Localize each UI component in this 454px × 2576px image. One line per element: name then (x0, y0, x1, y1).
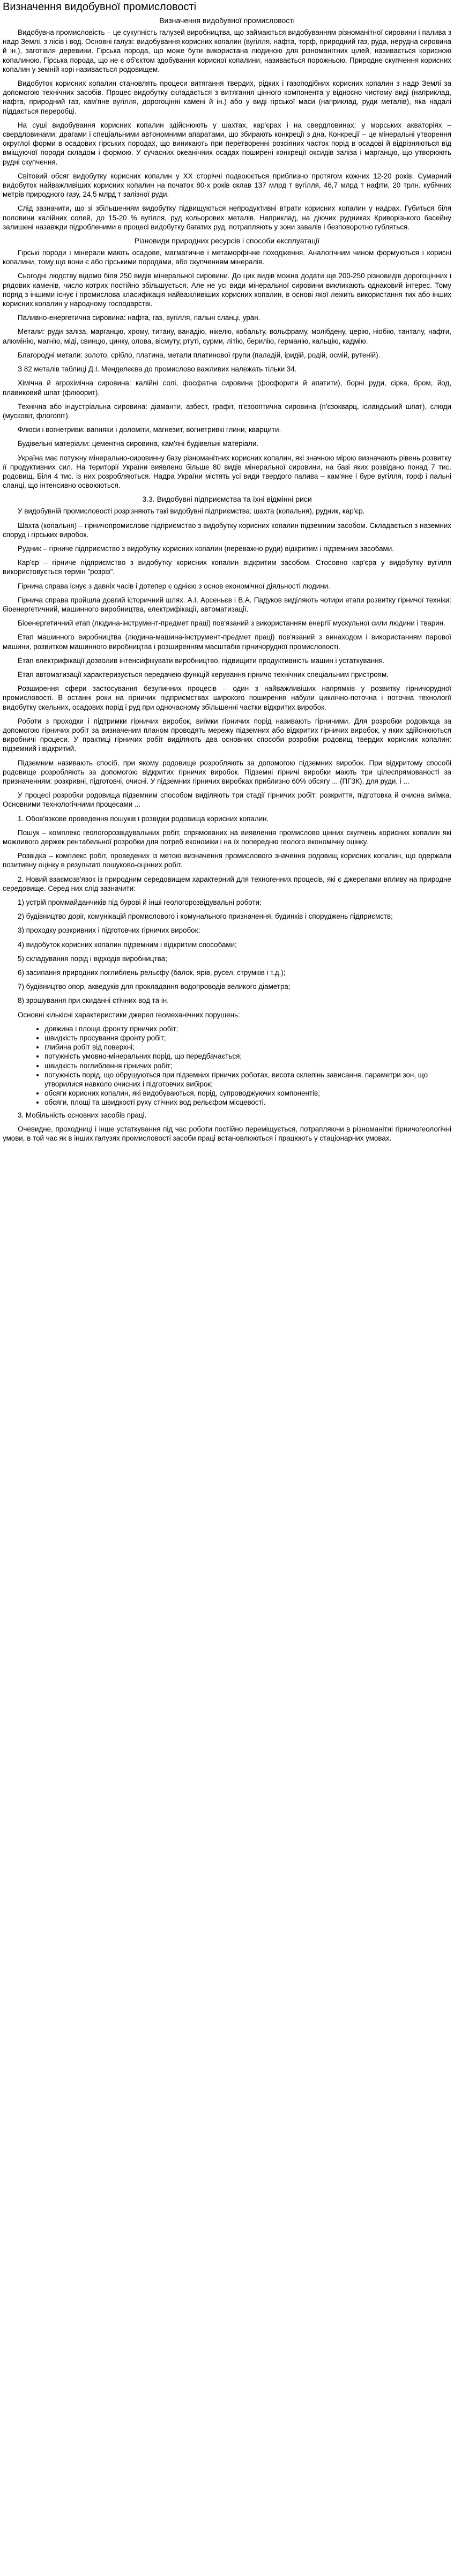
paragraph: Очевидне, проходниці і інше устаткування під час роботи постійно переміщується, потрапляючи в різноманітні гірничогеологічні умови, в той час як в інших галузях промисловості засоби праці встановлюються і працюють у стаціонарних умовах. (3, 1125, 451, 1143)
paragraph: Шахта (копальня) – гірничопромислове підприємство з видобутку корисних копалин підземним засобом. Складається з наземних споруд і гірських виробок. (3, 521, 451, 539)
paragraph: Технічна або індустріальна сировина: діаманти, азбест, графіт, п'єзооптична сировина (п'єзокварц, ісландський шпат), слюди (мусковіт, флогопіт). (3, 402, 451, 420)
page-subtitle: Визначення видобувної промисловості (159, 16, 295, 25)
paragraph: Флюси і вогнетриви: вапняки і доломіти, магнезит, вогнетривкі глини, кварцити. (18, 426, 281, 434)
paragraph: Гірнича справа існує з давніх часів і дотепер є однією з основ економічної діяльності людини. (18, 582, 330, 590)
paragraph: Україна має потужну мінерально-сировинну базу різноманітних корисних копалин, які значною мірою визначають рівень розвитку її продуктивних сил. На території України виявлено більше 80 видів мінеральної сировини, на базі яких розвідано понад 7 тис. родовищ. Біля 4 тис. із них розробляються. Надра України містять усі види твердого палива – кам'яне і буре вугілля, торф і пальні сланці, що інтенсивно освоюються. (3, 453, 451, 490)
list-item: • обсяги, площі та швидкості руху стічних вод рельєфом місцевості. (44, 1098, 451, 1107)
final-section (3, 1111, 451, 1143)
list-item: • швидкість поглиблення гірничих робіт; (44, 1061, 451, 1070)
paragraph: Етап електрифікації дозволив інтенсифікувати виробництво, підвищити продуктивність машин і устаткування. (18, 656, 385, 665)
list-item: • швидкість просування фронту робіт; (44, 1033, 451, 1043)
list-item: • обсяги корисних копалин, які видобуваються, порід, супроводжуючих компонентів; (44, 1089, 451, 1098)
paragraph: Гірнича справа пройшла довгий історичний шлях. А.І. Арсеньєв і В.А. Падуков виділяють чотири етапи розвитку гірничої техніки: біоенергетичний, машинного виробництва, електрифікації, автоматизації. (3, 595, 451, 613)
paragraph: Сьогодні людству відомо біля 250 видів мінеральної сировини. До цих видів можна додати ще 200-250 різновидів дорогоцінних і рядових каменів, число котрих постійно збільшується. Але не усі види мінеральної сировини викликають однаковий інтерес. Тому поряд з іншими існує і промислова класифікація найважливіших корисних копалин, в основі якої лежить використання тих або інших корисних копалин у народному господарстві. (3, 272, 451, 308)
paragraph: Пошук – комплекс геологорозвідувальних робіт, спрямованих на виявлення промислово цінних скупчень корисних копалин які можливого держек рентабельної розробки для потреб економіки і на їх попередню геолого економічну оцінку. (3, 828, 451, 846)
section-heading: 3.3. Видобувні підприємства та їхні відмінні риси (142, 495, 312, 504)
paragraph: Хімічна й агрохімічна сировина: калійні солі, фосфатна сировина (фосфорити й апатити), борні руди, сірка, бром, йод, плавиковий шпат (флюорит). (3, 379, 451, 397)
paragraph: З 82 металів таблиці Д.І. Менделєєва до промислово важливих належать тільки 34. (18, 365, 297, 374)
paragraph: Роботи з проходки і підтримки гірничих виробок, виїмки гірничих порід називають гірничими. Для розробки родовища за допомогою гірничих робіт за визначеним планом проводять мережу підземних або відкритих гірничих виробок, у яких здійснюються виробничі процеси. У практиці гірничих робіт виділяють два основних способи розробки родовищ твердих корисних копалин: підземний і відкритий. (3, 717, 451, 753)
paragraph: Благородні метали: золото, срібло, платина, метали платинової групи (паладій, іридій, родій, осмій, рутеній). (18, 351, 381, 359)
paragraph: Будівельні матеріали: цементна сировина, кам'яні будівельні матеріали. (18, 440, 259, 448)
paragraph: Основні кількісні характеристики джерел геомеханічних порушень: (18, 1010, 240, 1019)
paragraph: Видобуток корисних копалин становлять процеси витягання твердих, рідких і газоподібних корисних копалин з надр Землі за допомогою технічних засобів. Процес видобутку складається з витягання цінного компонента у відносно чистому виді (наприклад, нафта, природний газ, кам'яне вугілля, дорогоцінні камені й ін.) або у виді гірської маси (наприклад, руди металів), яка надалі піддається переробці. (3, 79, 451, 115)
paragraph: Рудник – гірниче підприємство з видобутку корисних копалин (переважно руди) відкритим і підземним засобами. (18, 544, 394, 553)
paragraph: 5) складування порід і відходів виробництва; (18, 954, 167, 963)
paragraph: Етап автоматизації характеризується передачею функцій керування гірничо технічних спеціальним пристроям. (18, 670, 389, 679)
paragraph: У видобувній промисловості розрізняють такі видобувні підприємства: шахта (копальня), рудник, кар'єр. (18, 507, 365, 516)
resources-heading: Різновиди природних ресурсів і способи експлуатації (134, 236, 320, 245)
intro-section (3, 28, 451, 232)
paragraph: 7) будівництво опор, акведуків для прокладання водопроводів великого діаметра; (18, 982, 291, 991)
document-page (0, 0, 454, 1143)
paragraph: Видобувна промисловість – це сукупність галузей виробництва, що займаються видобуванням різноманітної сировини і палива з надр Землі, з лісів і вод. Основні галузі: видобування корисних копалин (вугілля, нафта, торф, природний газ, руда, нерудна сировина й ін.), заготівля деревини. Гірська порода, що може бути використана людиною для різноманітних цілей, називається корисною копалиною. Гірська порода, що не є об'єктом здобування корисної копалини, називається порожньою. Природне скупчення корисних копалин у земній корі називається родовищем. (3, 28, 451, 73)
list-item: • потужність порід, що обрушуються при підземних гірничих роботах, висота склепінь зависання, параметри зон, що утворилися навколо очисних і підготовчих вибірок; (44, 1070, 451, 1089)
paragraph: Біоенергетичний етап (людина-інструмент-предмет праці) пов'язаний з використанням енергії мускульної сили людини і тварин. (18, 619, 445, 628)
paragraph: Паливно-енергетична сировина: нафта, газ, вугілля, пальні сланці, уран. (18, 314, 261, 322)
paragraph: 1) устрій проммайданчиків під бурові й інші геологорозвідувальні роботи; (18, 898, 262, 907)
paragraph: Розвідка – комплекс робіт, проведених із метою визначення промислового значення родовищ корисних копалин, що одержали позитивну оцінку в результаті пошуково-оцінних робіт. (3, 852, 451, 869)
resources-section (3, 248, 451, 490)
paragraph: 3. Мобільність основних засобів праці. (18, 1111, 147, 1119)
page-title: Визначення видобувної промисловості (3, 1, 197, 13)
paragraph: 3) проходку розкривних і підготовчих гірничих виробок; (18, 926, 200, 935)
list-item: • довжина і площа фронту гірничих робіт; (44, 1024, 451, 1033)
list-item: • потужність умовно-мінеральних порід, що передбачається; (44, 1052, 451, 1061)
paragraph: Кар'єр – гірниче підприємство з видобутку корисних копалин відкритим засобом. Стосовно кар'єра у видобутку вугілля використовується термін "розріз". (3, 559, 451, 576)
paragraph: На суші видобування корисних копалин здійснюють у шахтах, кар'єрах і на свердловинах; у морських акваторіях – свердловинами; драгами і спеціальними автономними апаратами, що збирають конкреції з дна. Конкреції – це мінеральні утворення округлої форми в осадових гірських породах, що виникають при перетворенні розсіяних часток порід в осадові й відрізняються від вміщуючої породи складом і формою. У сучасних океанічних осадах поширені конкреції оксидів заліза і марганцю, що утворюють рудні скупчення. (3, 121, 451, 166)
paragraph: У процесі розробки родовища підземним способом виділяють три стадії гірничих робіт: розкриття, підготовка й очисна виїмка. Основними технологічними процесами ... (3, 791, 451, 809)
paragraph: 2. Новий взаємозв'язок із природним середовищем характерний для техногенних процесів, які є джерелами впливу на природне середовище. Серед них слід зазначити: (3, 875, 451, 892)
paragraph: 1. Обов'язкове проведення пошуків і розвідки родовища корисних копалин. (18, 814, 269, 823)
paragraph: 6) засипання природних поглиблень рельєфу (балок, ярів, русел, струмків і т.д.); (18, 969, 286, 977)
enterprises-section (3, 507, 451, 1019)
paragraph: 2) будівництво доріг, комунікацій промислового і комунального призначення, будинків і споруджень підприємств; (18, 912, 393, 921)
paragraph: Слід зазначити, що зі збільшенням видобутку підвищуються непродуктивні втрати корисних копалин у надрах. Губиться біля половини калійних солей, до 15-20 % вугілля, руд кольорових металів. Наприклад, на діючих рудниках Криворізького басейну залишені назавжди підробленими в процесі видобутку багатих руд, потрапляють у зони завалів і безповоротно губляться. (3, 204, 451, 231)
paragraph: Метали: руди заліза, марганцю, хрому, титану, ванадію, нікелю, кобальту, вольфраму, молібдену, церію, ніобію, танталу, нафти, алюмінію, магнію, міді, свинцю, цинку, олова, вісмуту, ртуті, сурми, літію, берилію, германію, кальцію, кадмію. (3, 327, 451, 345)
list-item: • глибина робіт від поверхні; (44, 1043, 451, 1052)
characteristics-list (3, 1024, 451, 1107)
paragraph: Підземним називають спосіб, при якому родовище розробляють за допомогою підземних виробок. При відкритому способі родовище розробляють за допомогою відкритих гірничих виробок. Підземні гірничі виробки мають три цілеспрямованості за призначенням: розкривні, підготовчі, очисні. У підземних гірничих виробках приблизно 60% обсягу ... (ПГЗК), для руди, і ... (3, 758, 451, 785)
paragraph: Світовий обсяг видобутку корисних копалин у XX сторіччі подвоюється приблизно протягом кожних 12-20 років. Сумарний видобуток найважливіших корисних копалин на початок 80-х років склав 137 млрд т вугілля, 46,7 млрд т нафти, 20 трлн. кубічних метрів природного газу, 24,5 млрд т залізної руди. (3, 172, 451, 199)
paragraph: Етап машинного виробництва (людина-машина-інструмент-предмет праці) пов'язаний з винаходом і використанням парової машини, розвитком машинного виробництва і розширенням масштабів гірничорудної промисловості. (3, 633, 451, 651)
paragraph: 8) зрошування при скиданні стічних вод та ін. (18, 996, 169, 1005)
paragraph: Гірські породи і мінерали мають осадове, магматичне і метаморфічне походження. Аналогічним чином формуються і корисні копалини, тому що вони є або гірськими породами, або скупченням мінералів. (3, 249, 451, 266)
paragraph: Розширення сфери застосування безупинних процесів – один з найважливіших напрямків у розвитку гірничорудної промисловості. В останні роки на гірничих підприємствах широкого поширення набули циклічно-поточна і поточна технології видобутку скельних, осадових порід і руд при одночасному збільшенні частки відкритих виробок. (3, 684, 451, 711)
paragraph: 4) видобуток корисних копалин підземним і відкритим способами; (18, 940, 237, 949)
